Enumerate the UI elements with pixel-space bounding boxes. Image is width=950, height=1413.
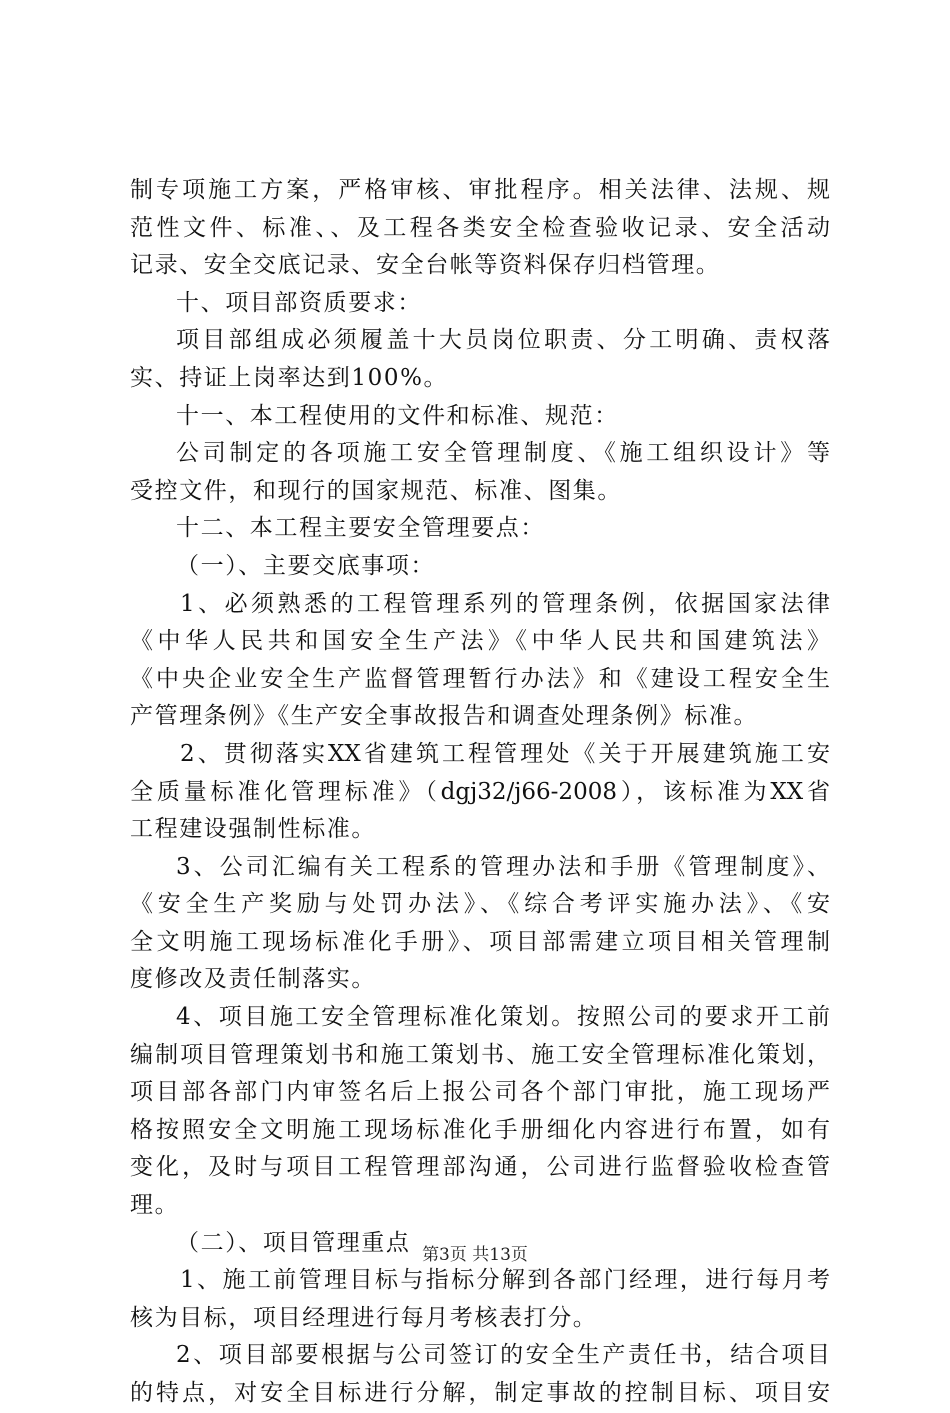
text-line: 《中华人民共和国安全生产法》《中华人民共和国建筑法》 [130,628,830,655]
text-line: 公司制定的各项施工安全管理制度、《施工组织设计》等 [176,440,830,467]
text-line: 4、项目施工安全管理标准化策划。按照公司的要求开工前 [176,1004,830,1031]
text-line: 全质量标准化管理标准》（dgj32/j66-2008），该标准为XX省 [130,778,830,805]
text-line: 实、持证上岗率达到100%。 [130,364,449,391]
text-line: 2、贯彻落实XX省建筑工程管理处《关于开展建筑施工安 [180,740,830,767]
text-line: 1、必须熟悉的工程管理系列的管理条例，依据国家法律 [180,590,830,617]
section-heading: 十一、本工程使用的文件和标准、规范： [176,402,619,429]
text-line: 全文明施工现场标准化手册》、项目部需建立项目相关管理制 [130,928,830,955]
text-line: 3、公司汇编有关工程系的管理办法和手册《管理制度》、 [176,853,830,880]
text-line: 受控文件，和现行的国家规范、标准、图集。 [130,477,622,504]
text-line: 《安全生产奖励与处罚办法》、《综合考评实施办法》、《安 [130,891,830,918]
subsection-heading: （一）、主要交底事项： [176,552,436,579]
text-line: 《中央企业安全生产监督管理暂行办法》和《建设工程安全生 [130,665,830,692]
text-line: 范性文件、标准、、及工程各类安全检查验收记录、安全活动 [130,214,830,241]
page-number-footer: 第3页 共13页 [422,1245,528,1265]
section-heading: 十、项目部资质要求： [176,289,422,316]
text-line: 的特点，对安全目标进行分解，制定事故的控制目标、项目安 [130,1380,830,1406]
text-line: 项目部各部门内审签名后上报公司各个部门审批，施工现场严 [130,1079,830,1106]
text-line: 记录、安全交底记录、安全台帐等资料保存归档管理。 [130,252,721,279]
text-line: 工程建设强制性标准。 [130,816,376,843]
text-line: 格按照安全文明施工现场标准化手册细化内容进行布置，如有 [130,1116,830,1143]
text-line: 项目部组成必须履盖十大员岗位职责、分工明确、责权落 [176,327,830,354]
text-line: 制专项施工方案，严格审核、审批程序。相关法律、法规、规 [130,177,830,203]
document-body [130,172,830,1413]
text-line: 1、施工前管理目标与指标分解到各部门经理，进行每月考 [180,1267,830,1294]
text-line: 产管理条例》《生产安全事故报告和调查处理条例》标准。 [130,703,759,730]
text-line: 理。 [130,1192,180,1219]
text-line: 核为目标，项目经理进行每月考核表打分。 [130,1304,598,1331]
section-heading: 十二、本工程主要安全管理要点： [176,515,545,542]
text-line: 变化，及时与项目工程管理部沟通，公司进行监督验收检查管 [130,1154,830,1181]
text-line: 度修改及责任制落实。 [130,966,376,993]
text-line: 2、项目部要根据与公司签订的安全生产责任书，结合项目 [176,1342,830,1369]
text-line: 编制项目管理策划书和施工策划书、施工安全管理标准化策划， [130,1041,830,1068]
subsection-heading: （二）、项目管理重点 [176,1229,411,1256]
